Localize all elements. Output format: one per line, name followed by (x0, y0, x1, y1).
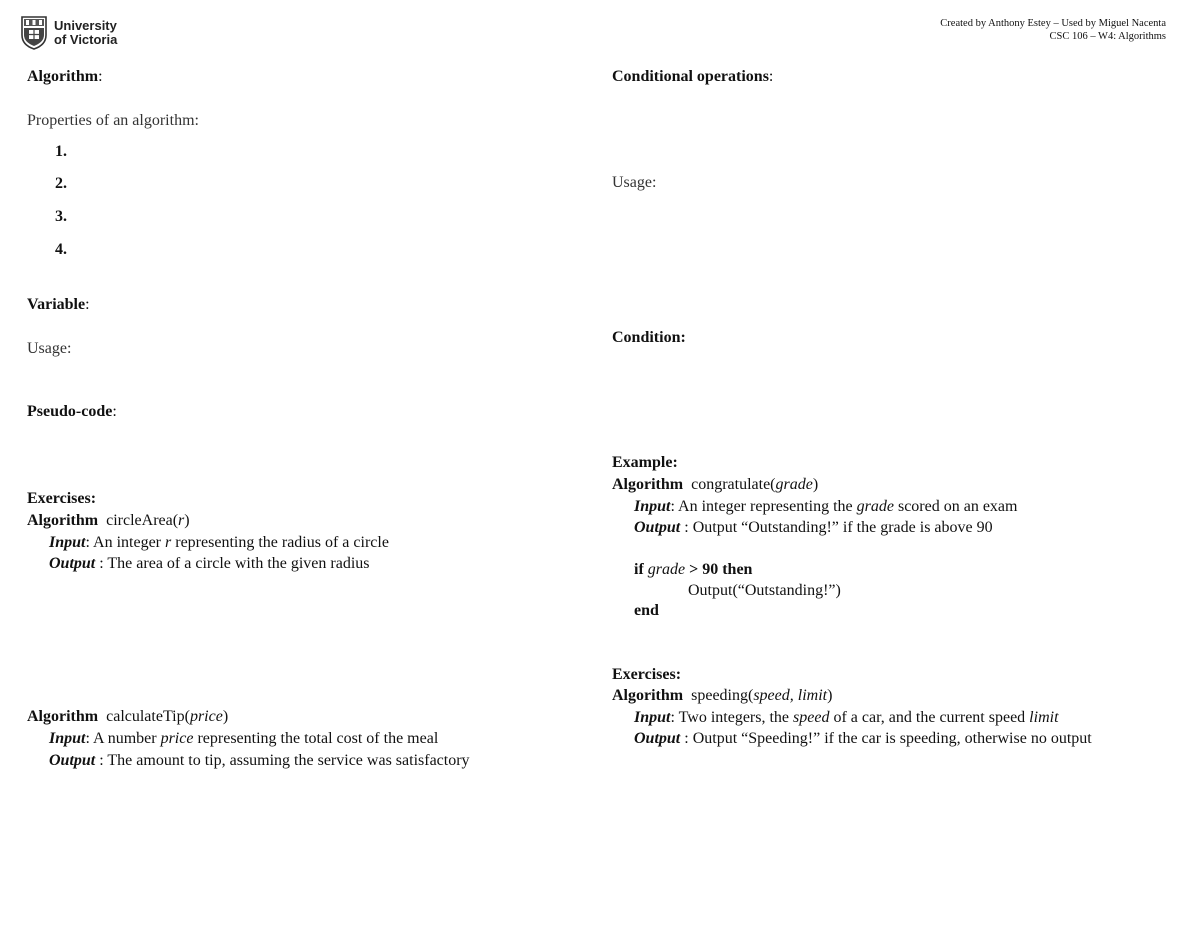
example-heading: Example: (612, 454, 678, 471)
example-if-line: if grade > 90 then (634, 561, 753, 578)
ex2-input: Input: A number price representing the total cost of the meal (49, 730, 439, 747)
example-body-line: Output(“Outstanding!”) (688, 582, 841, 599)
ex1-input: Input: An integer r representing the radius of a circle (49, 534, 389, 551)
exercises-heading-right: Exercises: (612, 666, 682, 683)
example-input: Input: An integer representing the grade scored on an exam (634, 498, 1018, 515)
uvic-crest-icon (20, 15, 48, 51)
list-number-1: 1. (55, 143, 67, 160)
ex2-signature: Algorithm calculateTip(price) (27, 708, 229, 725)
conditional-operations-heading: Conditional operations (612, 68, 769, 85)
variable-heading: Variable (27, 296, 86, 313)
list-number-4: 4. (55, 241, 67, 258)
uvic-logo (20, 15, 48, 56)
pseudo-code-heading: Pseudo-code (27, 403, 113, 420)
example-output: Output : Output “Outstanding!” if the grade is above 90 (634, 519, 993, 536)
list-number-3: 3. (55, 208, 67, 225)
ex3-output: Output : Output “Speeding!” if the car is speeding, otherwise no output (634, 730, 1092, 747)
variable-usage-label: Usage: (27, 340, 72, 357)
properties-label: Properties of an algorithm: (27, 112, 199, 129)
ex1-output: Output : The area of a circle with the given radius (49, 555, 370, 572)
example-end-line: end (634, 602, 659, 619)
ex1-signature: Algorithm circleArea(r) (27, 512, 190, 529)
example-signature: Algorithm congratulate(grade) (612, 476, 819, 493)
credit-line: Created by Anthony Estey – Used by Miguel Nacenta (940, 18, 1166, 29)
condition-heading: Condition: (612, 329, 686, 346)
logo-line-2: of Victoria (54, 32, 118, 47)
ex3-input: Input: Two integers, the speed of a car, and the current speed limit (634, 709, 1059, 726)
algorithm-heading: Algorithm (27, 68, 99, 85)
list-number-2: 2. (55, 175, 67, 192)
ex2-output: Output : The amount to tip, assuming the service was satisfactory (49, 752, 470, 769)
course-line: CSC 106 – W4: Algorithms (1049, 31, 1166, 42)
conditional-usage-label: Usage: (612, 174, 657, 191)
logo-line-1: University (54, 18, 117, 33)
exercises-heading-left: Exercises: (27, 490, 97, 507)
ex3-signature: Algorithm speeding(speed, limit) (612, 687, 833, 704)
